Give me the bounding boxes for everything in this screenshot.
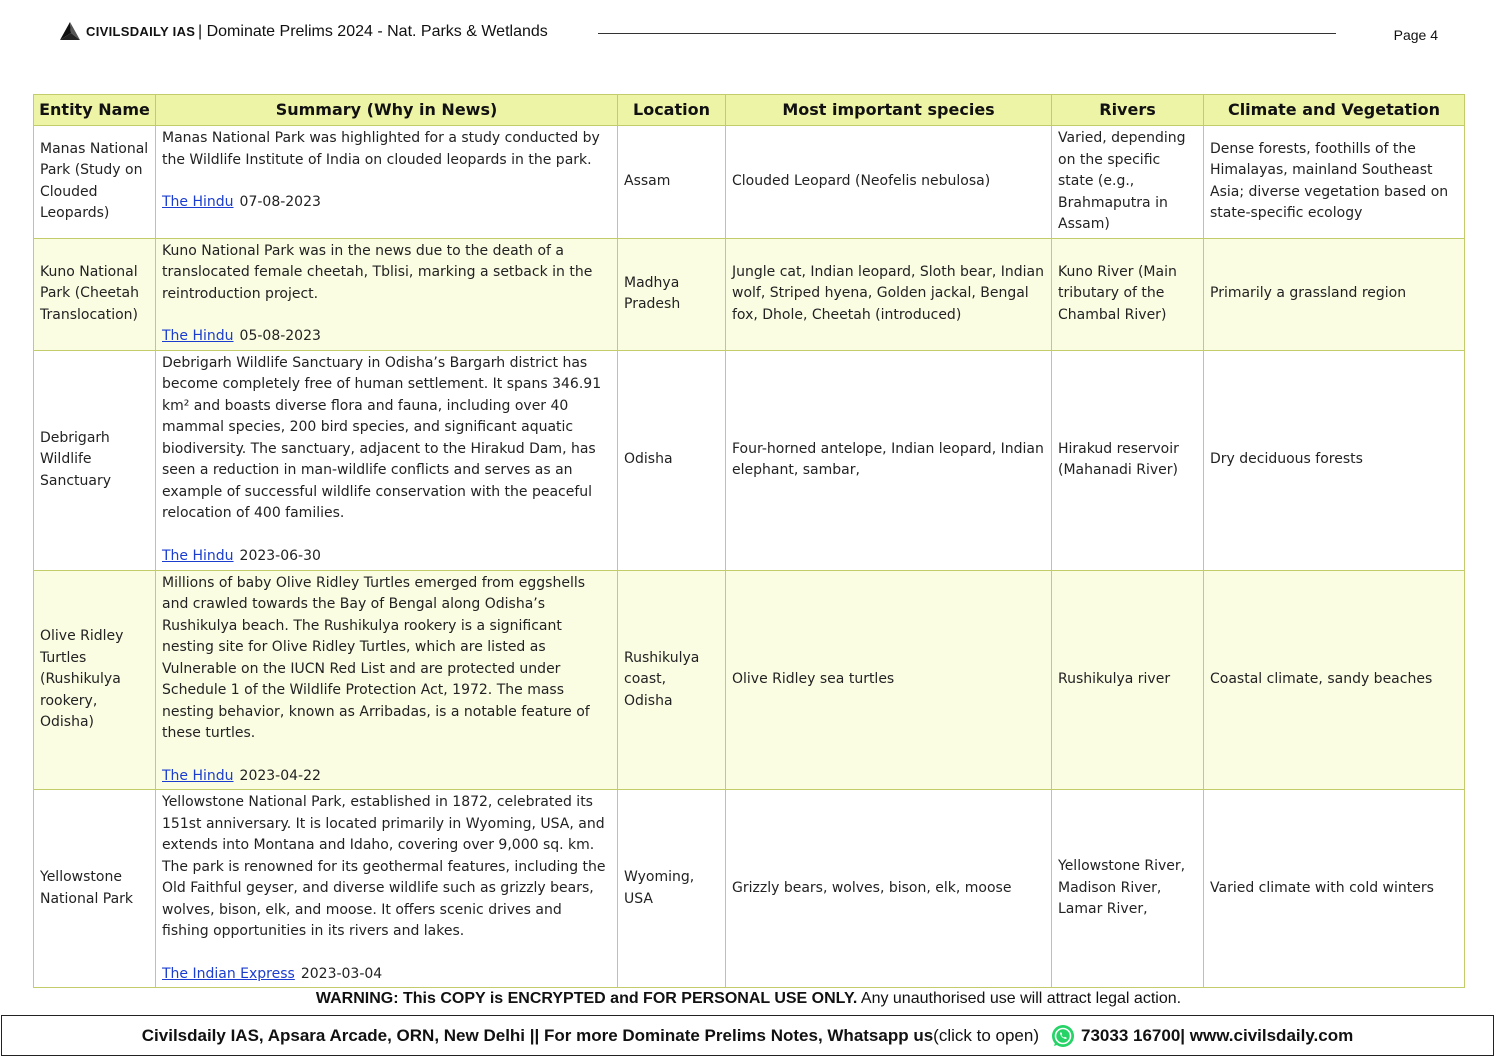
source-line bbox=[162, 964, 611, 986]
location-cell: Odisha bbox=[618, 350, 726, 570]
table-row bbox=[34, 350, 1465, 570]
table-row bbox=[34, 126, 1465, 239]
rivers-cell: Varied, depending on the specific state (e.g., Brahmaputra in Assam) bbox=[1052, 126, 1204, 239]
header-entity-name: Entity Name bbox=[34, 95, 156, 126]
species-cell: Grizzly bears, wolves, bison, elk, moose bbox=[726, 790, 1052, 988]
source-line bbox=[162, 766, 611, 788]
species-cell: Four-horned antelope, Indian leopard, Indian elephant, sambar, bbox=[726, 350, 1052, 570]
page-header bbox=[58, 20, 1438, 50]
header-location: Location bbox=[618, 95, 726, 126]
location-cell: Madhya Pradesh bbox=[618, 238, 726, 350]
entity-name-cell: Manas National Park (Study on Clouded Leopards) bbox=[34, 126, 156, 239]
location-cell: Assam bbox=[618, 126, 726, 239]
summary-cell bbox=[156, 790, 618, 988]
source-date: 2023-03-04 bbox=[300, 965, 383, 982]
entity-name-cell: Debrigarh Wildlife Sanctuary bbox=[34, 350, 156, 570]
summary-cell bbox=[156, 126, 618, 239]
footer-address: Civilsdaily IAS, Apsara Arcade, ORN, New Delhi || For more Dominate Prelims Notes, Whatsapp us bbox=[141, 1025, 934, 1045]
source-link[interactable]: The Hindu bbox=[162, 194, 234, 210]
summary-text: Manas National Park was highlighted for a study conducted by the Wildlife Institute of India on clouded leopards in the park. bbox=[162, 130, 600, 168]
header-climate: Climate and Vegetation bbox=[1204, 95, 1465, 126]
document-title: | Dominate Prelims 2024 - Nat. Parks & Wetlands bbox=[198, 23, 548, 40]
entity-name-cell: Yellowstone National Park bbox=[34, 790, 156, 988]
entity-name-cell: Olive Ridley Turtles (Rushikulya rookery, Odisha) bbox=[34, 570, 156, 790]
species-cell: Olive Ridley sea turtles bbox=[726, 570, 1052, 790]
entity-name-cell: Kuno National Park (Cheetah Translocation) bbox=[34, 238, 156, 350]
footer-phone[interactable]: 73033 16700 bbox=[1081, 1025, 1181, 1045]
source-date: 2023-04-22 bbox=[239, 767, 321, 784]
footer-website[interactable]: | www.civilsdaily.com bbox=[1180, 1025, 1354, 1045]
footer-click-hint: (click to open) bbox=[933, 1025, 1039, 1045]
header-summary: Summary (Why in News) bbox=[156, 95, 618, 126]
page-number: Page 4 bbox=[1393, 27, 1438, 43]
location-cell: Rushikulya coast, Odisha bbox=[618, 570, 726, 790]
summary-cell bbox=[156, 350, 618, 570]
climate-cell: Varied climate with cold winters bbox=[1204, 790, 1465, 988]
climate-cell: Dry deciduous forests bbox=[1204, 350, 1465, 570]
header-rule bbox=[598, 33, 1336, 34]
species-cell: Jungle cat, Indian leopard, Sloth bear, Indian wolf, Striped hyena, Golden jackal, Bengal fox, Dhole, Cheetah (introduced) bbox=[726, 238, 1052, 350]
copy-warning bbox=[0, 990, 1497, 1008]
rivers-cell: Hirakud reservoir (Mahanadi River) bbox=[1052, 350, 1204, 570]
source-link[interactable]: The Hindu bbox=[162, 547, 234, 564]
civilsdaily-logo-icon bbox=[58, 20, 82, 44]
summary-text: Debrigarh Wildlife Sanctuary in Odisha’s Bargarh district has become completely free of human settlement. It spans 346.91 km² and boasts diverse flora and fauna, including over 40 mammal species, 200 bird species, and significant aquatic biodiversity. The sanctuary, adjacent to the Hirakud Dam, has seen a reduction in man-wildlife conflicts and serves as an example of successful wildlife conservation with the peaceful relocation of 400 families. bbox=[162, 354, 602, 521]
summary-cell bbox=[156, 238, 618, 350]
source-line bbox=[162, 192, 611, 214]
header-rivers: Rivers bbox=[1052, 95, 1204, 126]
table-row bbox=[34, 238, 1465, 350]
summary-text: Millions of baby Olive Ridley Turtles emerged from eggshells and crawled towards the Bay of Bengal along Odisha’s Rushikulya beach. The Rushikulya rookery is a significant nesting site for Olive Ridley Turtles, which are listed as Vulnerable on the IUCN Red List and are protected under Schedule 1 of the Wildlife Protection Act, 1972. The mass nesting behavior, known as Arribadas, is a notable feature of these turtles. bbox=[162, 574, 590, 741]
climate-cell: Dense forests, foothills of the Himalayas, mainland Southeast Asia; diverse vegetation based on state-specific ecology bbox=[1204, 126, 1465, 239]
species-cell: Clouded Leopard (Neofelis nebulosa) bbox=[726, 126, 1052, 239]
warning-rest: Any unauthorised use will attract legal action. bbox=[857, 990, 1182, 1007]
header-species: Most important species bbox=[726, 95, 1052, 126]
source-line bbox=[162, 326, 611, 348]
source-date: 05-08-2023 bbox=[239, 328, 321, 344]
location-cell: Wyoming, USA bbox=[618, 790, 726, 988]
rivers-cell: Rushikulya river bbox=[1052, 570, 1204, 790]
rivers-cell: Yellowstone River, Madison River, Lamar River, bbox=[1052, 790, 1204, 988]
source-link[interactable]: The Indian Express bbox=[162, 965, 295, 982]
brand-name: CIVILSDAILY IAS bbox=[86, 24, 196, 39]
summary-text: Kuno National Park was in the news due to the death of a translocated female cheetah, Tblisi, marking a setback in the reintroduction project. bbox=[162, 242, 593, 302]
table-row bbox=[34, 570, 1465, 790]
table-header-row bbox=[34, 95, 1465, 126]
climate-cell: Primarily a grassland region bbox=[1204, 238, 1465, 350]
rivers-cell: Kuno River (Main tributary of the Chambal River) bbox=[1052, 238, 1204, 350]
whatsapp-icon[interactable] bbox=[1051, 1024, 1075, 1048]
climate-cell: Coastal climate, sandy beaches bbox=[1204, 570, 1465, 790]
page-footer bbox=[1, 1015, 1494, 1056]
table-row bbox=[34, 790, 1465, 988]
source-link[interactable]: The Hindu bbox=[162, 328, 234, 344]
summary-text: Yellowstone National Park, established in 1872, celebrated its 151st anniversary. It is located primarily in Wyoming, USA, and extends into Montana and Idaho, covering over 9,000 sq. km. The park is renowned for its geothermal features, including the Old Faithful geyser, and diverse wildlife such as grizzly bears, wolves, bison, elk, and moose. It offers scenic drives and fishing opportunities in its rivers and lakes. bbox=[162, 794, 606, 939]
source-date: 2023-06-30 bbox=[239, 547, 321, 564]
parks-table bbox=[33, 94, 1465, 988]
source-link[interactable]: The Hindu bbox=[162, 767, 234, 784]
summary-cell bbox=[156, 570, 618, 790]
source-date: 07-08-2023 bbox=[239, 194, 321, 210]
warning-lead: WARNING: This COPY is ENCRYPTED and FOR PERSONAL USE ONLY. bbox=[315, 990, 858, 1007]
source-line bbox=[162, 546, 611, 568]
